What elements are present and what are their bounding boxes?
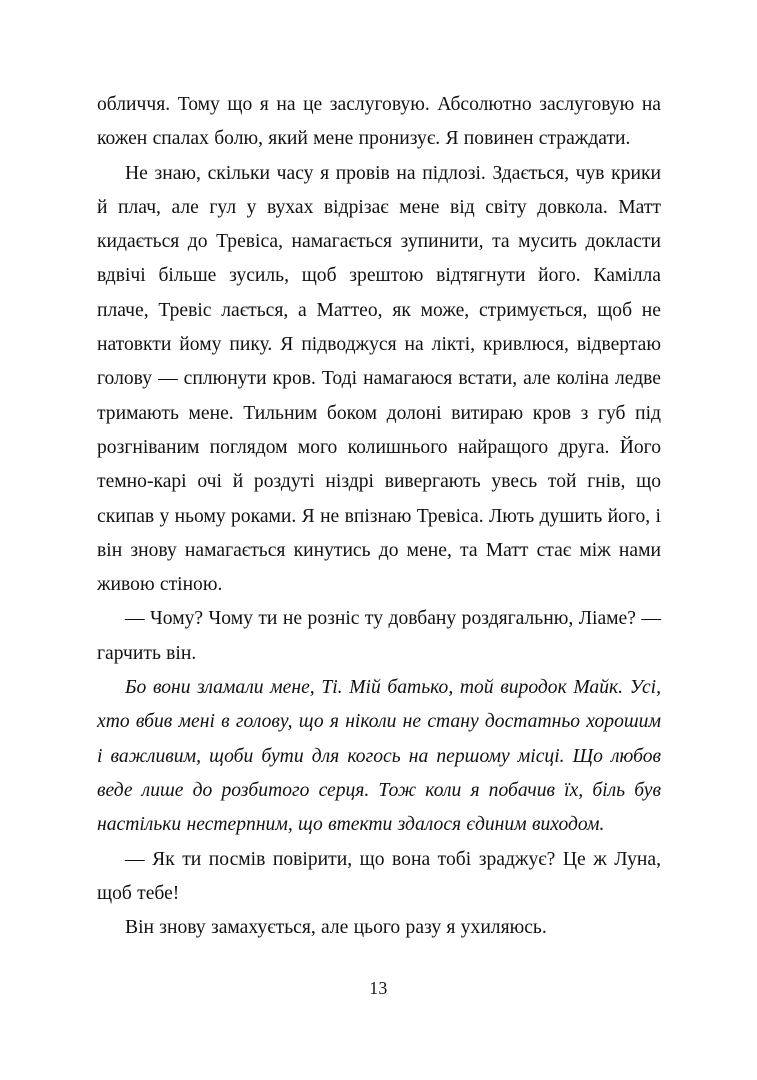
- paragraph-inner-monologue: Бо вони зламали мене, Ті. Мій батько, той виродок Майк. Усі, хто вбив мені в голову, що я ніколи не стану достатньо хорошим і важливим, щоби бути для когось на першому місці. Що любов веде лише до розбитого серця. Тож коли я побачив їх, біль був настільки нестерпним, що втекти здалося єдиним виходом.: [97, 677, 661, 836]
- page-number: 13: [369, 978, 388, 998]
- paragraph-dialogue: — Чому? Чому ти не розніс ту довбану роздягальню, Ліаме? — гарчить він.: [97, 608, 661, 664]
- page-text-block: [97, 88, 661, 945]
- paragraph: Не знаю, скільки часу я провів на підлозі. Здається, чув крики й плач, але гул у вухах відрізає мене від світу довкола. Матт кидається до Тревіса, намагається зупинити, та мусить докласти вдвічі більше зусиль, щоб зрештою відтягнути його. Камілла плаче, Тревіс лається, а Маттео, як може, стримується, щоб не натовкти йому пику. Я підводжуся на лікті, кривлюся, відвертаю голову — сплюнути кров. Тоді намагаюся встати, але коліна ледве тримають мене. Тильним боком долоні витираю кров з губ під розгніваним поглядом мого колишнього найращого друга. Його темно-карі очі й роздуті ніздрі вивергають увесь той гнів, що скипав у ньому роками. Я не впізнаю Тревіса. Лють душить його, і він знову намагається кинутись до мене, та Матт стає між нами живою стіною.: [97, 162, 661, 596]
- paragraph: Він знову замахується, але цього разу я ухиляюсь.: [125, 917, 547, 939]
- paragraph-dialogue: — Як ти посмів повірити, що вона тобі зраджує? Це ж Луна, щоб тебе!: [97, 848, 661, 904]
- paragraph-continued: обличчя. Тому що я на це заслуговую. Абсолютно заслуговую на кожен спалах болю, який мене пронизує. Я повинен страждати.: [97, 94, 661, 150]
